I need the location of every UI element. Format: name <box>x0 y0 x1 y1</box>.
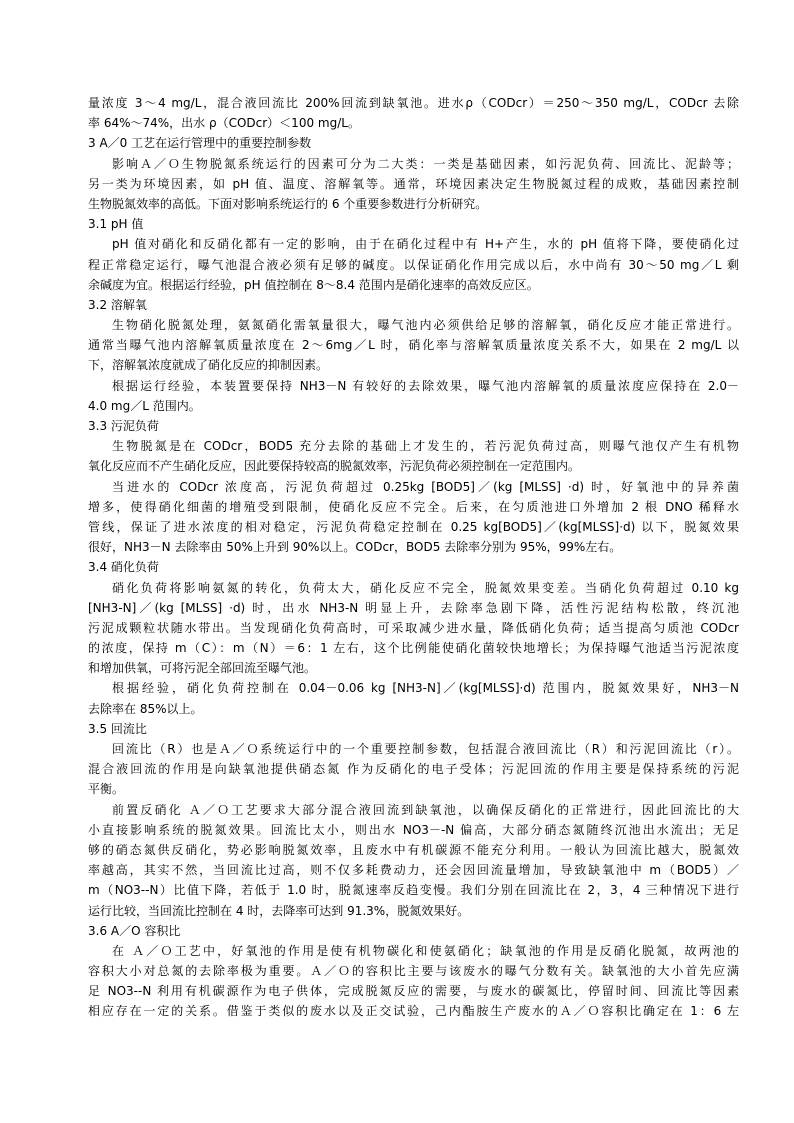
text-line: 在 Ａ／Ｏ工艺中，好氧池的作用是使有机物碳化和使氨硝化；缺氧池的作用是反硝化脱氮，故两池的 <box>112 943 739 958</box>
text-line: 下，溶解氧浓度就成了硝化反应的抑制因素。 <box>88 358 329 373</box>
text-line: 生物硝化脱氮处理，氨氮硝化需氧量很大，曝气池内必须供给足够的溶解氧，硝化反应才能正常进行。 <box>112 318 739 333</box>
text-line: 另一类为环境因素，如 pH 值、温度、溶解氧等。通常，环境因素决定生物脱氮过程的成败，基础因素控制 <box>88 176 739 191</box>
text-line: 根据运行经验，本装置要保持 NH3－N 有较好的去除效果，曝气池内溶解氧的质量浓度应保持在 2.0－ <box>112 378 739 393</box>
text-line: 混合液回流的作用是向缺氧池提供硝态氮 作为反硝化的电子受体；污泥回流的作用主要是保持系统的污泥 <box>88 762 739 777</box>
text-line: 污泥成颗粒状随水带出。当发现硝化负荷高时，可采取减少进水量，降低硝化负荷；适当提高匀质池 CODcr <box>88 620 739 635</box>
text-line: 增多，使得硝化细菌的增殖受到限制，使硝化反应不完全。后来，在匀质池进口外增加 2 根 DNO 稀释水 <box>88 499 739 514</box>
text-line: 和增加供氧，可将污泥全部回流至曝气池。 <box>88 661 317 676</box>
section-heading: 3.1 pH 值 <box>88 217 144 232</box>
text-line: 氧化反应而不产生硝化反应，因此要保持较高的脱氮效率，污泥负荷必须控制在一定范围内。 <box>88 459 581 474</box>
text-line: 通常当曝气池内溶解氧质量浓度在 2～6mg／L 时，硝化率与溶解氧质量浓度关系不大，如果在 2 mg/L 以 <box>88 338 739 353</box>
text-line: [NH3-N]／(kg [MLSS] ·d) 时，出水 NH3-N 明显上升，去除率急剧下降，活性污泥结构松散，终沉池 <box>88 600 739 615</box>
text-line: 率越高，其实不然，当回流比过高，则不仅多耗费动力，还会因回流量增加，导致缺氧池中 m（BOD5）／ <box>88 863 739 878</box>
body-text <box>88 93 739 1022</box>
text-line: 小直接影响系统的脱氮效果。回流比太小，则出水 NO3－-N 偏高，大部分硝态氮随终沉池出水流出；无足 <box>88 822 739 837</box>
text-line: 平衡。 <box>88 782 125 797</box>
text-line: 余碱度为宜。根据运行经验，pH 值控制在 8～8.4 范围内是硝化速率的高效反应区。 <box>88 277 539 292</box>
text-line: 回流比（R）也是Ａ／Ｏ系统运行中的一个重要控制参数，包括混合液回流比（R）和污泥回流比（r）。 <box>112 742 739 756</box>
text-line: 前置反硝化 Ａ／Ｏ工艺要求大部分混合液回流到缺氧池，以确保反硝化的正常进行，因此回流比的大 <box>112 802 739 817</box>
text-line: 当进水的 CODcr 浓度高，污泥负荷超过 0.25kg [BOD5]／(kg [MLSS] ·d) 时，好氧池中的异养菌 <box>112 479 739 494</box>
section-heading: 3.6 A／O 容积比 <box>88 923 181 938</box>
text-line: 足 NO3--N 利用有机碳源作为电子供体，完成脱氮反应的需要，与废水的碳氮比，停留时间、回流比等因素 <box>88 984 739 999</box>
section-heading: 3 A／0 工艺在运行管理中的重要控制参数 <box>88 136 312 151</box>
text-line: 4.0 mg／L 范围内。 <box>88 398 201 413</box>
text-line: 程正常稳定运行，曝气池混合液必须有足够的碱度。以保证硝化作用完成以后，水中尚有 30～50 mg／L 剩 <box>88 257 739 272</box>
text-line: 生物脱氮是在 CODcr，BOD5 充分去除的基础上才发生的，若污泥负荷过高，则曝气池仅产生有机物 <box>112 439 739 454</box>
text-line: 影响Ａ／Ｏ生物脱氮系统运行的因素可分为二大类：一类是基础因素，如污泥负荷、回流比、泥龄等； <box>112 156 739 171</box>
text-line: 容积大小对总氮的去除率极为重要。Ａ／Ｏ的容积比主要与该废水的曝气分数有关。缺氧池的大小首先应满 <box>88 964 739 979</box>
text-line: pH 值对硝化和反硝化都有一定的影响，由于在硝化过程中有 H+产生，水的 pH 值将下降，要使硝化过 <box>112 237 739 252</box>
text-line: 生物脱氮效率的高低。下面对影响系统运行的 6 个重要参数进行分析研究。 <box>88 196 488 211</box>
section-heading: 3.2 溶解氧 <box>88 297 147 312</box>
text-line: 运行比较，当回流比控制在 4 时，去降率可达到 91.3%，脱氮效果好。 <box>88 903 470 918</box>
text-line: 管线，保证了进水浓度的相对稳定，污泥负荷稳定控制在 0.25 kg[BOD5]／(kg[MLSS]·d) 以下，脱氮效果 <box>88 519 739 534</box>
text-line: 根据经验，硝化负荷控制在 0.04－0.06 kg [NH3-N]／(kg[MLSS]·d) 范围内，脱氮效果好，NH3－N <box>112 681 739 696</box>
text-line: 硝化负荷将影响氨氮的转化，负荷太大，硝化反应不完全，脱氮效果变差。当硝化负荷超过 0.10 kg <box>112 580 739 595</box>
text-line: m（NO3--N）比值下降，若低于 1.0 时，脱氮速率反趋变慢。我们分别在回流比在 2，3，4 三种情况下进行 <box>88 883 739 898</box>
text-line: 量浓度 3～4 mg/L，混合液回流比 200%回流到缺氧池。进水ρ（CODcr）＝250～350 mg/L，CODcr 去除 <box>88 96 739 110</box>
text-line: 很好，NH3－N 去除率由 50%上升到 90%以上。CODcr，BOD5 去除率分别为 95%，99%左右。 <box>88 540 622 555</box>
text-line: 够的硝态氮供反硝化，势必影响脱氮效率，且废水中有机碳源不能充分利用。一般认为回流比越大，脱氮效 <box>88 842 739 857</box>
section-heading: 3.4 硝化负荷 <box>88 560 159 575</box>
text-line: 率 64%～74%，出水 ρ（CODcr）＜100 mg/L。 <box>88 116 360 131</box>
text-line: 相应存在一定的关系。借鉴于类似的废水以及正交试验，己内酯胺生产废水的Ａ／Ｏ容积比确定在 1：6 左 <box>88 1004 739 1019</box>
text-line: 去除率在 85%以上。 <box>88 701 203 716</box>
text-line: 的浓度，保持 m（C）：m（N）＝6：1 左右，这个比例能使硝化菌较快地增长；为保持曝气池适当污泥浓度 <box>88 641 739 656</box>
section-heading: 3.3 污泥负荷 <box>88 419 159 433</box>
section-heading: 3.5 回流比 <box>88 721 147 736</box>
